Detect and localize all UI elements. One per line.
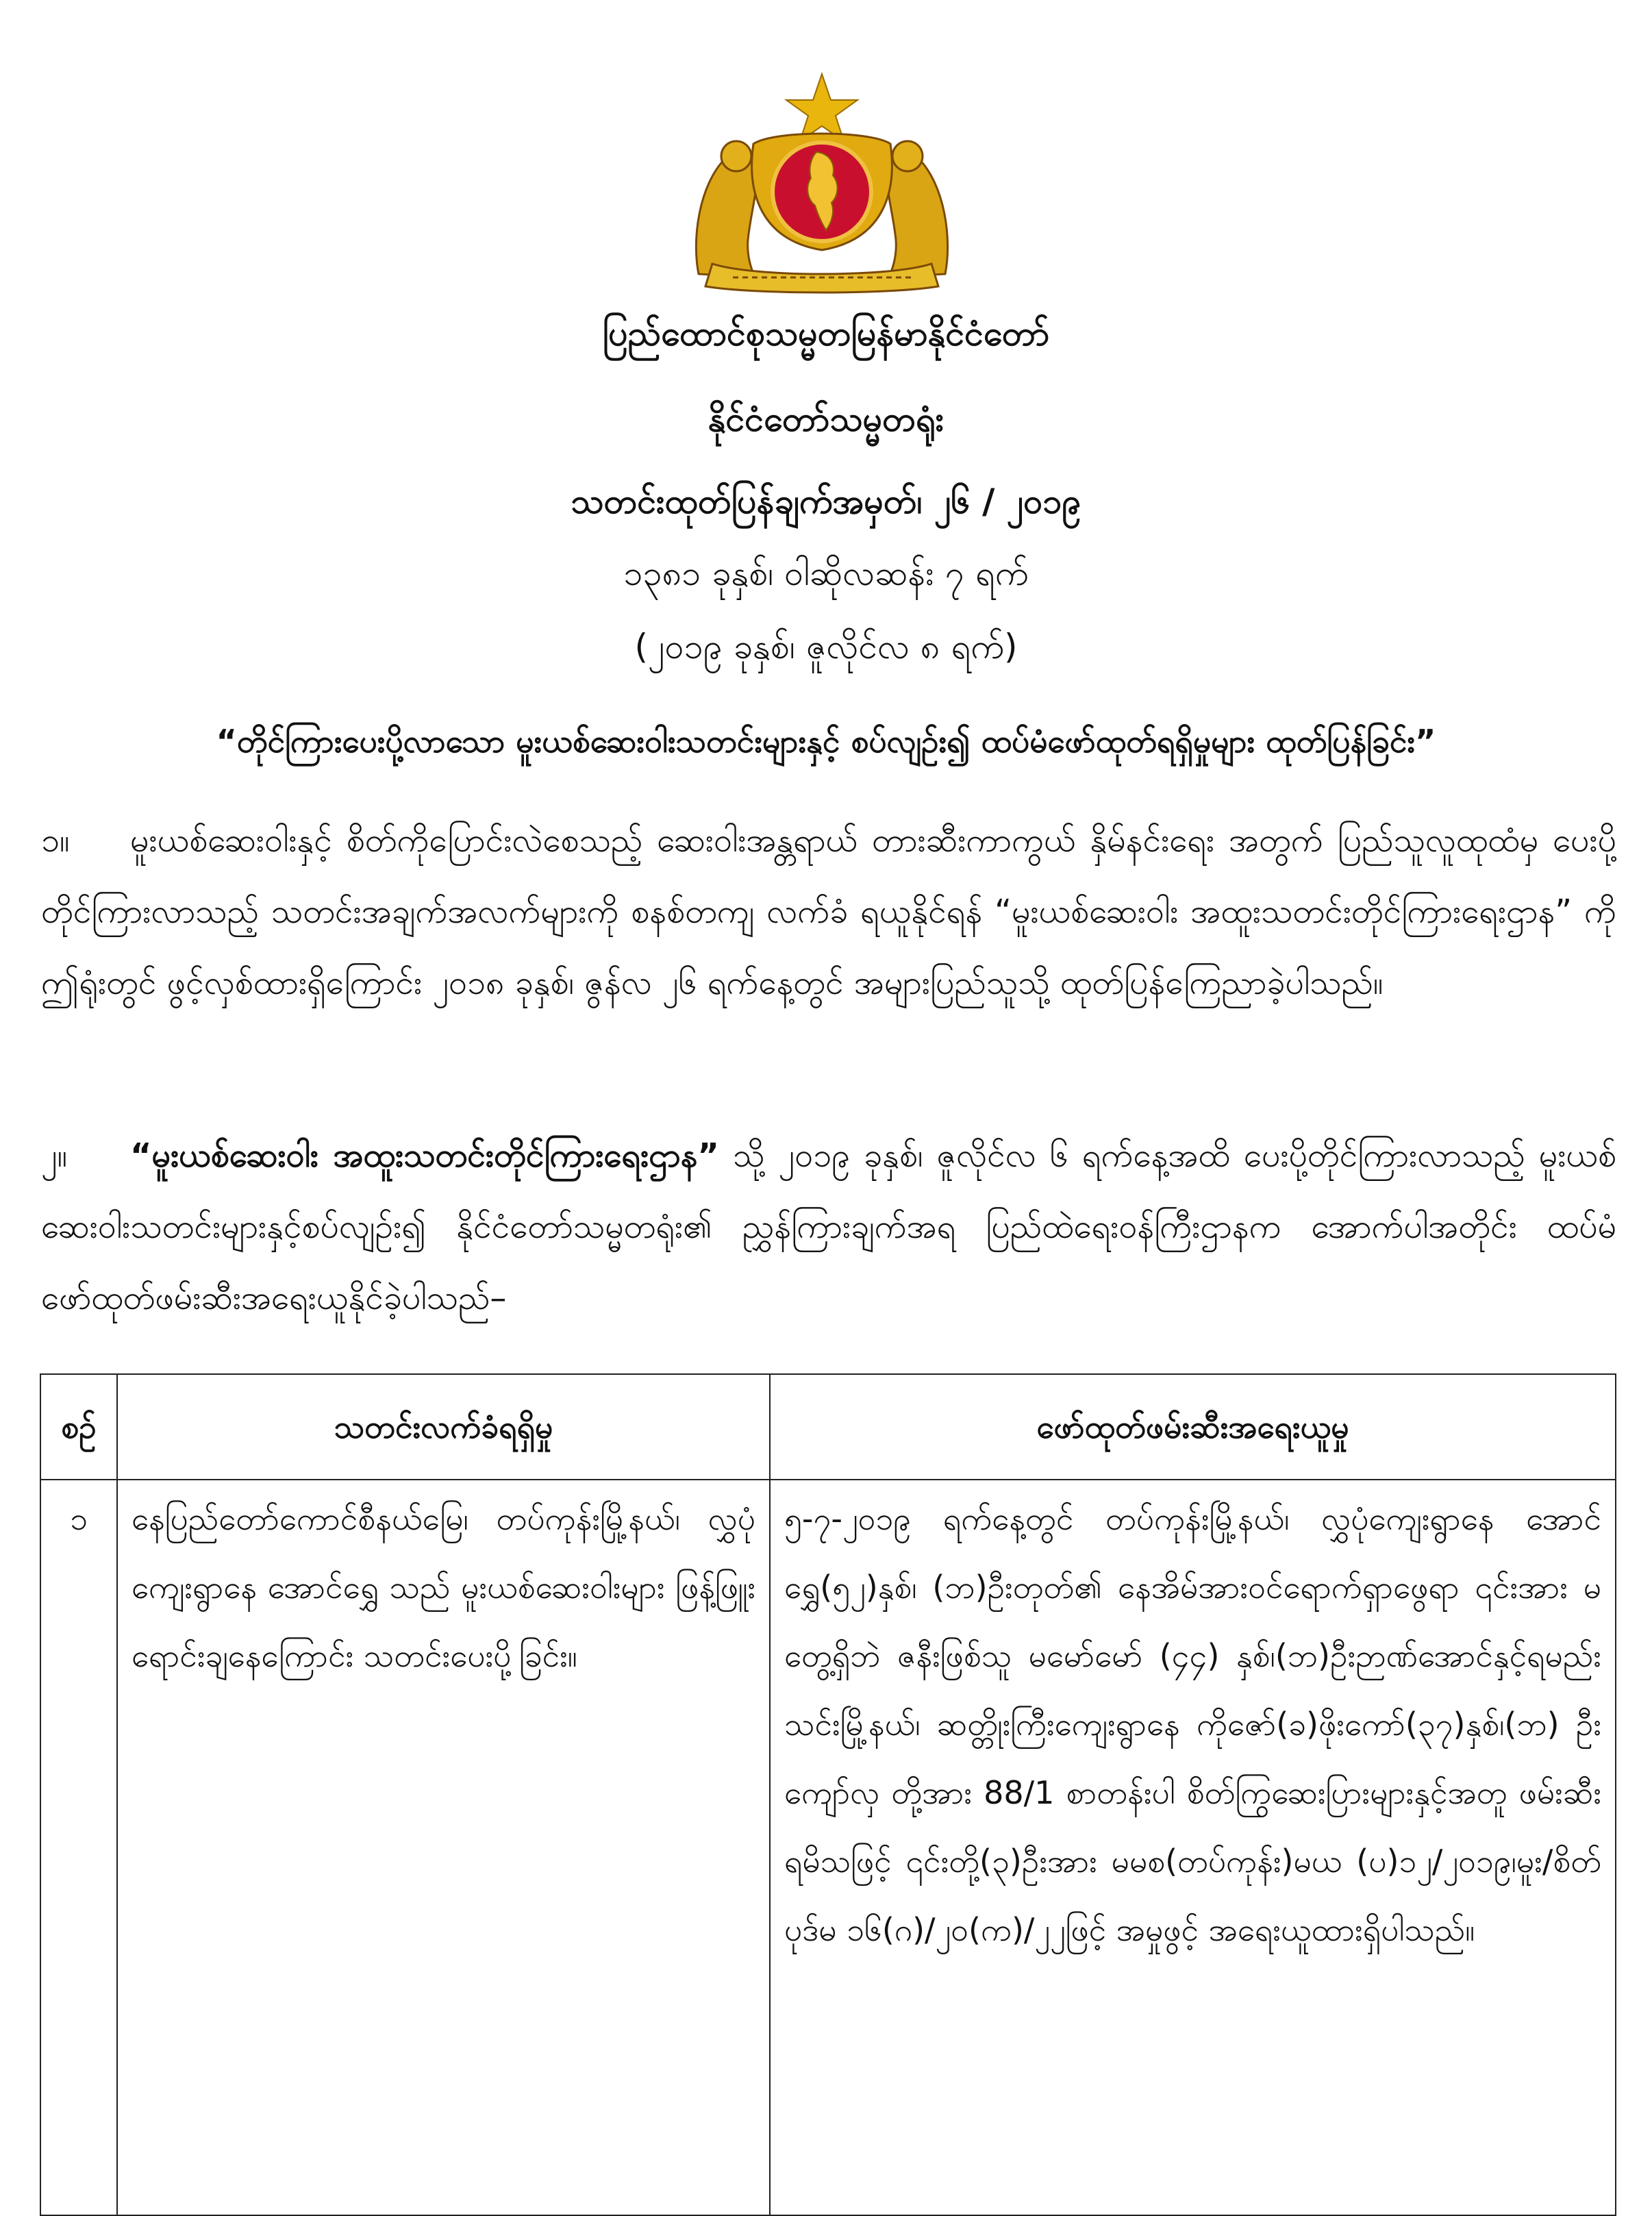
paragraph-text: သို့ ၂၀၁၉ ခုနှစ်၊ ဇူလိုင်လ ၆ ရက်နေ့အထိ ပေးပို့တိုင်ကြားလာသည့် မူးယစ်ဆေးဝါးသတင်းများနှင့်စပ်လျဉ်း၍ နိုင်ငံတော်သမ္မတရုံး၏ ညွှန်ကြားချက်အရ ပြည်ထဲရေးဝန်ကြီးဌာနက အောက်ပါအတိုင်း ထပ်မံဖော်ထုတ်ဖမ်းဆီးအရေးယူနိုင်ခဲ့ပါသည်–: [41, 1136, 1617, 1317]
paragraph-2: [41, 1120, 1616, 1334]
paragraph-text: မူးယစ်ဆေးဝါးနှင့် စိတ်ကိုပြောင်းလဲစေသည့် ဆေးဝါးအန္တရာယ် တားဆီးကာကွယ် နှိမ်နင်းရေး အတွက် ပြည်သူလူထုထံမှ ပေးပို့တိုင်ကြားလာသည့် သတင်းအချက်အလက်များကို စနစ်တကျ လက်ခံ ရယူနိုင်ရန် “မူးယစ်ဆေးဝါး အထူးသတင်းတိုင်ကြားရေးဌာန” ကို ဤရုံးတွင် ဖွင့်လှစ်ထားရှိကြောင်း ၂၀၁၈ ခုနှစ်၊ ဇွန်လ ၂၆ ရက်နေ့တွင် အများပြည်သူသို့ ထုတ်ပြန်ကြေညာခဲ့ပါသည်။: [41, 821, 1616, 1002]
country-name: ပြည်ထောင်စုသမ္မတမြန်မာနိုင်ငံတော်: [602, 314, 1050, 353]
paragraph-number: ၁။: [41, 821, 70, 860]
column-header-info-received: သတင်းလက်ခံရရှိမှု: [117, 1374, 770, 1480]
headline: “တိုင်ကြားပေးပို့လာသော မူးယစ်ဆေးဝါးသတင်းများနှင့် စပ်လျဉ်း၍ ထပ်မံဖော်ထုတ်ရရှိမှုများ ထုတ်ပြန်ခြင်း”: [216, 723, 1436, 760]
column-header-action-taken: ဖော်ထုတ်ဖမ်းဆီးအရေးယူမှု: [770, 1374, 1616, 1480]
office-name: နိုင်ငံတော်သမ္မတရုံး: [708, 399, 944, 439]
actions-table: [40, 1373, 1616, 2216]
column-header-number: စဉ်: [40, 1374, 117, 1480]
release-number: သတင်းထုတ်ပြန်ချက်အမှတ်၊ ၂၆ / ၂၀၁၉: [571, 482, 1081, 521]
cell-action-taken: ၅-၇-၂၀၁၉ ရက်နေ့တွင် တပ်ကုန်းမြို့နယ်၊ လွှပုံကျေးရွာနေ အောင်ရွှေ(၅၂)နှစ်၊ (ဘ)ဦးတုတ်၏ နေအိမ်အားဝင်ရောက်ရှာဖွေရာ ၎င်းအား မတွေ့ရှိဘဲ ဇနီးဖြစ်သူ မမော်မော် (၄၄) နှစ်၊(ဘ)ဦးဉာဏ်အောင်နှင့်ရမည်းသင်းမြို့နယ်၊ ဆတ္တိုးကြီးကျေးရွာနေ ကိုဇော်(ခ)ဖိုးကော်(၃၇)နှစ်၊(ဘ) ဦးကျော်လှ တို့အား 88/1 စာတန်းပါ စိတ်ကြွဆေးပြားများနှင့်အတူ ဖမ်းဆီးရမိသဖြင့် ၎င်းတို့(၃)ဦးအား မမစ(တပ်ကုန်း)မယ (ပ)၁၂/၂၀၁၉၊မူး/စိတ်ပုဒ်မ ၁၆(ဂ)/၂၀(က)/၂၂ဖြင့် အမှုဖွင့် အရေးယူထားရှိပါသည်။: [770, 1480, 1616, 2215]
release-date-gregorian: (၂၀၁၉ ခုနှစ်၊ ဇူလိုင်လ ၈ ရက်): [634, 627, 1018, 667]
table-row: [40, 1480, 1616, 2215]
table-header-row: [40, 1374, 1616, 1480]
cell-number: ၁: [40, 1480, 117, 2215]
department-highlight: “မူးယစ်ဆေးဝါး အထူးသတင်းတိုင်ကြားရေးဌာန”: [130, 1136, 719, 1175]
paragraph-number: ၂။: [41, 1136, 68, 1175]
paragraph-1: [41, 805, 1616, 1019]
release-date-myanmar: ၁၃၈၁ ခုနှစ်၊ ဝါဆိုလဆန်း ၇ ရက်: [623, 553, 1029, 593]
state-seal-emblem-icon: [671, 69, 973, 295]
cell-info-received: နေပြည်တော်ကောင်စီနယ်မြေ၊ တပ်ကုန်းမြို့နယ်၊ လွှပုံကျေးရွာနေ အောင်ရွှေ သည် မူးယစ်ဆေးဝါးများ ဖြန့်ဖြူးရောင်းချနေကြောင်း သတင်းပေးပို့ခြင်း။: [117, 1480, 770, 2215]
